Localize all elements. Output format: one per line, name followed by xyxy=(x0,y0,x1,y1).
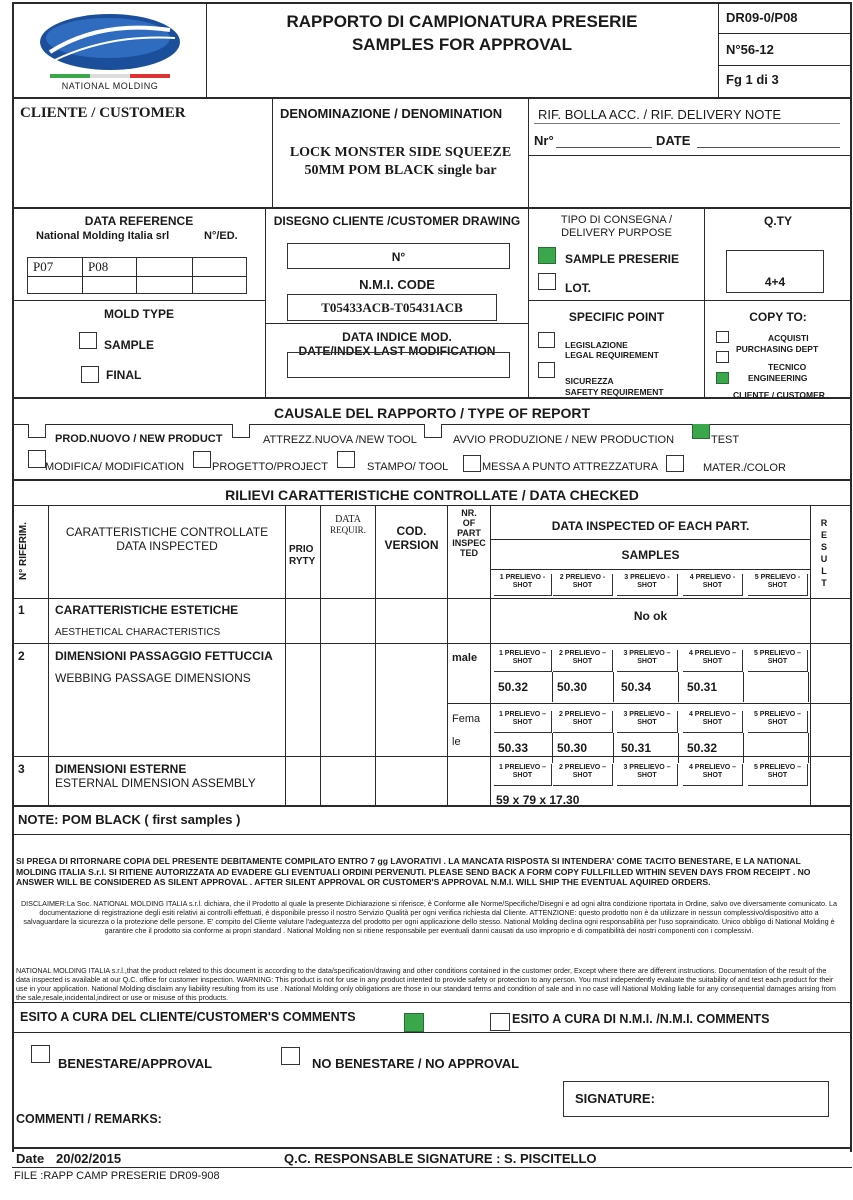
measured-value: 50.34 xyxy=(621,680,652,694)
safety-label-en: SAFETY REQUIREMENT xyxy=(565,387,664,397)
data-checked-label: RILIEVI CARATTERISTICHE CONTROLLATE / DATA CHECKED xyxy=(225,487,639,503)
measured-value: 50.30 xyxy=(557,680,588,694)
customer-label: CLIENTE / CUSTOMER xyxy=(20,105,186,121)
drawing-number-label: N° xyxy=(391,250,406,264)
mold-final-checkbox[interactable] xyxy=(81,366,99,383)
copy-to-label: COPY TO: xyxy=(749,310,807,324)
signature-label: SIGNATURE: xyxy=(575,1091,655,1106)
row3-number: 3 xyxy=(18,762,25,776)
doc-number: N°56-12 xyxy=(726,42,774,57)
project-checkbox[interactable] xyxy=(193,451,211,468)
col-result: R E S U L T xyxy=(820,518,828,588)
data-reference-company: National Molding Italia srl xyxy=(36,230,170,242)
purchasing-label-en: PURCHASING DEPT xyxy=(736,344,819,354)
date-label: Date xyxy=(16,1151,45,1166)
row2-male-label: male xyxy=(452,652,478,664)
col-nr-parts xyxy=(448,508,490,558)
row2-characteristic-it: DIMENSIONI PASSAGGIO FETTUCCIA xyxy=(55,649,273,663)
customer-drawing-label: DISEGNO CLIENTE /CUSTOMER DRAWING xyxy=(273,214,521,228)
denomination-line1: LOCK MONSTER SIDE SQUEEZE xyxy=(289,145,512,160)
client-copy-label: CLIENTE / CUSTOMER xyxy=(733,390,825,400)
delivery-purpose-label: TIPO DI CONSEGNA / xyxy=(560,214,673,226)
lot-checkbox[interactable] xyxy=(538,273,556,290)
new-production-label: AVVIO PRODUZIONE / NEW PRODUCTION xyxy=(453,434,675,446)
denomination-line2: 50MM POM BLACK single bar xyxy=(304,163,497,178)
qty-label: Q.TY xyxy=(763,214,792,228)
tool-tuning-checkbox[interactable] xyxy=(463,455,481,472)
col-code-version-1: COD. xyxy=(396,524,427,538)
data-reference-grid xyxy=(27,257,247,294)
shot-header: 1 PRELIEVO – SHOT xyxy=(494,764,552,786)
delivery-nr-label: Nr° xyxy=(534,133,554,148)
project-label: PROGETTO/PROJECT xyxy=(212,461,328,473)
col-priority-2: RYTY xyxy=(289,556,316,567)
shot-header: 5 PRELIEVO – SHOT xyxy=(748,711,808,733)
purchasing-label-it: ACQUISTI xyxy=(768,333,809,343)
tool-label: STAMPO/ TOOL xyxy=(367,461,449,473)
delivery-nr-field[interactable] xyxy=(556,147,652,148)
legal-label-it: LEGISLAZIONE xyxy=(565,340,628,350)
safety-requirement-checkbox[interactable] xyxy=(538,362,555,378)
mold-final-label: FINAL xyxy=(106,368,142,382)
shot-header: 4 PRELIEVO – SHOT xyxy=(683,650,743,672)
shot-header: 5 PRELIEVO – SHOT xyxy=(748,764,808,786)
row2-female-label-1: Fema xyxy=(452,713,481,725)
new-production-checkbox[interactable] xyxy=(424,424,442,438)
measured-value: 50.30 xyxy=(557,741,588,755)
col-nr-parts-2: OF xyxy=(462,518,476,528)
lot-label: LOT. xyxy=(565,281,591,295)
delivery-note-label: RIF. BOLLA ACC. / RIF. DELIVERY NOTE xyxy=(538,107,781,122)
report-type-label: CAUSALE DEL RAPPORTO / TYPE OF REPORT xyxy=(273,405,591,421)
qc-signature: Q.C. RESPONSABLE SIGNATURE : S. PISCITELLO xyxy=(284,1151,597,1166)
engineering-label-en: ENGINEERING xyxy=(748,373,808,383)
col-nr-parts-3: PART xyxy=(457,528,481,538)
engineering-checkbox-top[interactable] xyxy=(716,351,729,363)
sheet-number: Fg 1 di 3 xyxy=(726,72,779,87)
row1-characteristic-en: AESTHETICAL CHARACTERISTICS xyxy=(55,627,221,638)
col-characteristics-it: CARATTERISTICHE CONTROLLATE xyxy=(65,525,269,539)
notice-paragraph: SI PREGA DI RITORNARE COPIA DEL PRESENTE DEBITAMENTE COMPILATO ENTRO 7 gg LAVORATIVI . LA MANCATA RISPOSTA SI INTENDERA' COME TACITO BENESTARE, E LA NATIONAL MOLDING ITALIA S.r.l. SI RITIENE AUTORIZZATA AD EVADERE GLI EVENTUALI ORDINI PERVENUTI. PLEASE SEND BACK A FORM COPY FULLFILLED WITHIN SEVEN DAYS FROM RECEIPT . NO ANSWER WILL BE CONSIDERED AS SILENT APPROVAL . AFTER SILENT APPROVAL OR CUSTOMER'S APPROVAL N.M.I. WILL SHIP THE EVENTUAL AQUIRED ORDERS. xyxy=(16,856,811,887)
note: NOTE: POM BLACK ( first samples ) xyxy=(18,812,241,827)
remarks-label: COMMENTI / REMARKS: xyxy=(16,1112,162,1126)
delivery-purpose-label-en: DELIVERY PURPOSE xyxy=(561,227,672,239)
engineering-checkbox[interactable] xyxy=(716,372,729,384)
legal-requirement-checkbox[interactable] xyxy=(538,332,555,348)
date-value: 20/02/2015 xyxy=(56,1151,122,1166)
engineering-label-it: TECNICO xyxy=(768,362,807,372)
nmi-comments-checkbox[interactable] xyxy=(490,1013,510,1031)
shot-header: 2 PRELIEVO – SHOT xyxy=(553,650,613,672)
col-nr-parts-4: INSPEC xyxy=(452,538,486,548)
new-tool-checkbox[interactable] xyxy=(232,424,250,438)
row3-characteristic-it: DIMENSIONI ESTERNE xyxy=(55,762,187,776)
report-title-en: SAMPLES FOR APPROVAL xyxy=(351,35,573,54)
col-data-req-1: DATA xyxy=(335,514,361,525)
row2-number: 2 xyxy=(18,649,25,663)
row2-characteristic-en: WEBBING PASSAGE DIMENSIONS xyxy=(55,671,251,685)
col-samples: SAMPLES xyxy=(621,548,680,562)
measured-value: 50.31 xyxy=(687,680,718,694)
shot-header: 3 PRELIEVO – SHOT xyxy=(617,711,678,733)
sample-preserie-checkbox[interactable] xyxy=(538,247,556,264)
new-product-label: PROD.NUOVO / NEW PRODUCT xyxy=(55,433,223,445)
data-reference-ed-label: N°/ED. xyxy=(204,230,238,242)
shot-header: 4 PRELIEVO - SHOT xyxy=(683,574,743,596)
specific-point-label: SPECIFIC POINT xyxy=(568,310,665,324)
index-mod-label-en: DATE/INDEX LAST MODIFICATION xyxy=(298,344,496,358)
mold-type-label: MOLD TYPE xyxy=(103,307,174,321)
mold-sample-label: SAMPLE xyxy=(104,338,155,352)
no-approval-label: NO BENESTARE / NO APPROVAL xyxy=(312,1056,520,1071)
nmi-code-label: N.M.I. CODE xyxy=(359,277,435,292)
test-label: TEST xyxy=(711,434,740,446)
customer-comments-checkbox[interactable] xyxy=(404,1013,424,1032)
report-title-it: RAPPORTO DI CAMPIONATURA PRESERIE xyxy=(286,12,638,31)
col-each-part: DATA INSPECTED OF EACH PART. xyxy=(551,519,750,533)
company-name: NATIONAL MOLDING xyxy=(61,81,159,91)
notice-english: NATIONAL MOLDING ITALIA s.r.l.,that the product related to this document is according to the data/specification/drawing and other conditions contained in the customer order, Except where there are different instructions. Documentation of the result of the data inspected is available at our Q.C. office for customer inspection. WARNING: This product is not for use in any product intented to provide safety or protection to any person. You must independently evaluate the suitability of and test each product for their use in your application. National Molding disclaim any liability resulting from its use . National Molding only obligations are those in our standard terms and condition of sale and in no case will National Molding liable for any consequential damages arising from the sale,resale,incidental,indirect or use or misuse of this products. xyxy=(16,966,836,1002)
qty-value: 4+4 xyxy=(764,275,786,289)
row3-characteristic-en: ESTERNAL DIMENSION ASSEMBLY xyxy=(55,776,256,790)
modification-checkbox[interactable] xyxy=(28,450,46,468)
safety-label-it: SICUREZZA xyxy=(565,376,614,386)
modification-label: MODIFICA/ MODIFICATION xyxy=(45,461,185,473)
shot-header: 2 PRELIEVO - SHOT xyxy=(553,574,613,596)
measured-value: 50.32 xyxy=(498,680,529,694)
shot-header: 4 PRELIEVO – SHOT xyxy=(683,764,743,786)
denomination-label: DENOMINAZIONE / DENOMINATION xyxy=(280,106,503,121)
col-nr-parts-5: TED xyxy=(460,548,478,558)
no-approval-checkbox[interactable] xyxy=(281,1047,300,1065)
sample-preserie-label: SAMPLE PRESERIE xyxy=(565,252,680,266)
doc-code: DR09-0/P08 xyxy=(726,10,798,25)
col-nr-parts-1: NR. xyxy=(461,508,477,518)
row1-result: No ok xyxy=(633,609,668,623)
shot-header: 3 PRELIEVO – SHOT xyxy=(617,650,678,672)
file-reference: FILE :RAPP CAMP PRESERIE DR09-908 xyxy=(14,1170,220,1182)
purchasing-checkbox[interactable] xyxy=(716,331,729,343)
shot-header: 2 PRELIEVO – SHOT xyxy=(553,764,613,786)
col-characteristics-en: DATA INSPECTED xyxy=(116,539,218,553)
mold-sample-checkbox[interactable] xyxy=(79,332,97,349)
shot-header: 2 PRELIEVO – SHOT xyxy=(553,711,613,733)
col-code-version-2: VERSION xyxy=(384,538,439,552)
approval-label: BENESTARE/APPROVAL xyxy=(58,1056,213,1071)
delivery-date-label: DATE xyxy=(656,133,691,148)
tool-tuning-label: MESSA A PUNTO ATTREZZATURA xyxy=(482,461,659,473)
col-priority-1: PRIO xyxy=(289,544,314,555)
new-product-checkbox[interactable] xyxy=(28,424,46,438)
row3-value: 59 x 79 x 17.30 xyxy=(496,793,580,807)
nmi-comments-label: ESITO A CURA DI N.M.I. /N.M.I. COMMENTS xyxy=(512,1012,770,1026)
shot-header: 5 PRELIEVO – SHOT xyxy=(748,650,808,672)
approval-checkbox[interactable] xyxy=(31,1045,50,1063)
data-reference-label: DATA REFERENCE xyxy=(84,214,194,228)
data-reference-cell-1: P07 xyxy=(33,259,54,274)
new-tool-label: ATTREZZ.NUOVA /NEW TOOL xyxy=(263,434,417,446)
shot-header: 4 PRELIEVO – SHOT xyxy=(683,711,743,733)
shot-header: 1 PRELIEVO – SHOT xyxy=(494,650,552,672)
measured-value: 50.33 xyxy=(498,741,529,755)
data-reference-cell-2: P08 xyxy=(88,259,109,274)
shot-header: 1 PRELIEVO - SHOT xyxy=(494,574,552,596)
row1-number: 1 xyxy=(18,603,25,617)
shot-header: 3 PRELIEVO - SHOT xyxy=(617,574,678,596)
col-data-req-2: REQUIR. xyxy=(330,525,366,535)
legal-label-en: LEGAL REQUIREMENT xyxy=(565,350,659,360)
shot-header: 1 PRELIEVO – SHOT xyxy=(494,711,552,733)
col-ref-number: N° RIFERIM. xyxy=(18,522,29,580)
customer-comments-label: ESITO A CURA DEL CLIENTE/CUSTOMER'S COMMENTS xyxy=(20,1010,356,1024)
shot-header: 3 PRELIEVO – SHOT xyxy=(617,764,678,786)
shot-header: 5 PRELIEVO - SHOT xyxy=(748,574,808,596)
material-color-label: MATER./COLOR xyxy=(703,462,786,474)
measured-value: 50.32 xyxy=(687,741,718,755)
test-checkbox[interactable] xyxy=(692,424,710,439)
row1-characteristic-it: CARATTERISTICHE ESTETICHE xyxy=(55,603,239,617)
delivery-date-field[interactable] xyxy=(697,147,840,148)
index-mod-label: DATA INDICE MOD. xyxy=(342,330,452,344)
company-logo xyxy=(30,10,190,92)
measured-value: 50.31 xyxy=(621,741,652,755)
index-mod-box[interactable] xyxy=(287,352,510,378)
tool-checkbox[interactable] xyxy=(337,451,355,468)
material-color-checkbox[interactable] xyxy=(666,455,684,472)
notice-disclaimer: DISCLAIMER:La Soc. NATIONAL MOLDING ITALIA s.r.l. dichiara, che il Prodotto al quale la presente Dichiarazione si riferisce, è Conforme alle Norme/Specifiche/Disegni e ad ogni altra condizione riportata in Ordine, salvo ove diversamente comunicato. La documentazione di registrazione degli esiti relativi ai controlli effettuati, è disponibile presso il nostro Servizio Qualità per ogni verifica richiesta dal Cliente. ATTENZIONE: questo prodotto non è da utilizzare in nessun complessivo/dispositivo atto a salvaguardare la sicurezza o la protezione delle persone. E' compito del Cliente valutare l'adeguatezza del prodotto per ogni applicazione dello stesso. National Molding declina ogni responsabilità per l'uso sopraindicato. Unico obbligo di National Molding è garantire che il prodotto sia conforme ai propri standard . National Molding non si ritiene responsabile per eventuali danni causati da uso improprio e di compatibilità dei nostri componenti con i complessivi. xyxy=(20,899,838,935)
nmi-code-value: T05433ACB-T05431ACB xyxy=(321,300,463,315)
row2-female-label-2: le xyxy=(452,736,461,748)
